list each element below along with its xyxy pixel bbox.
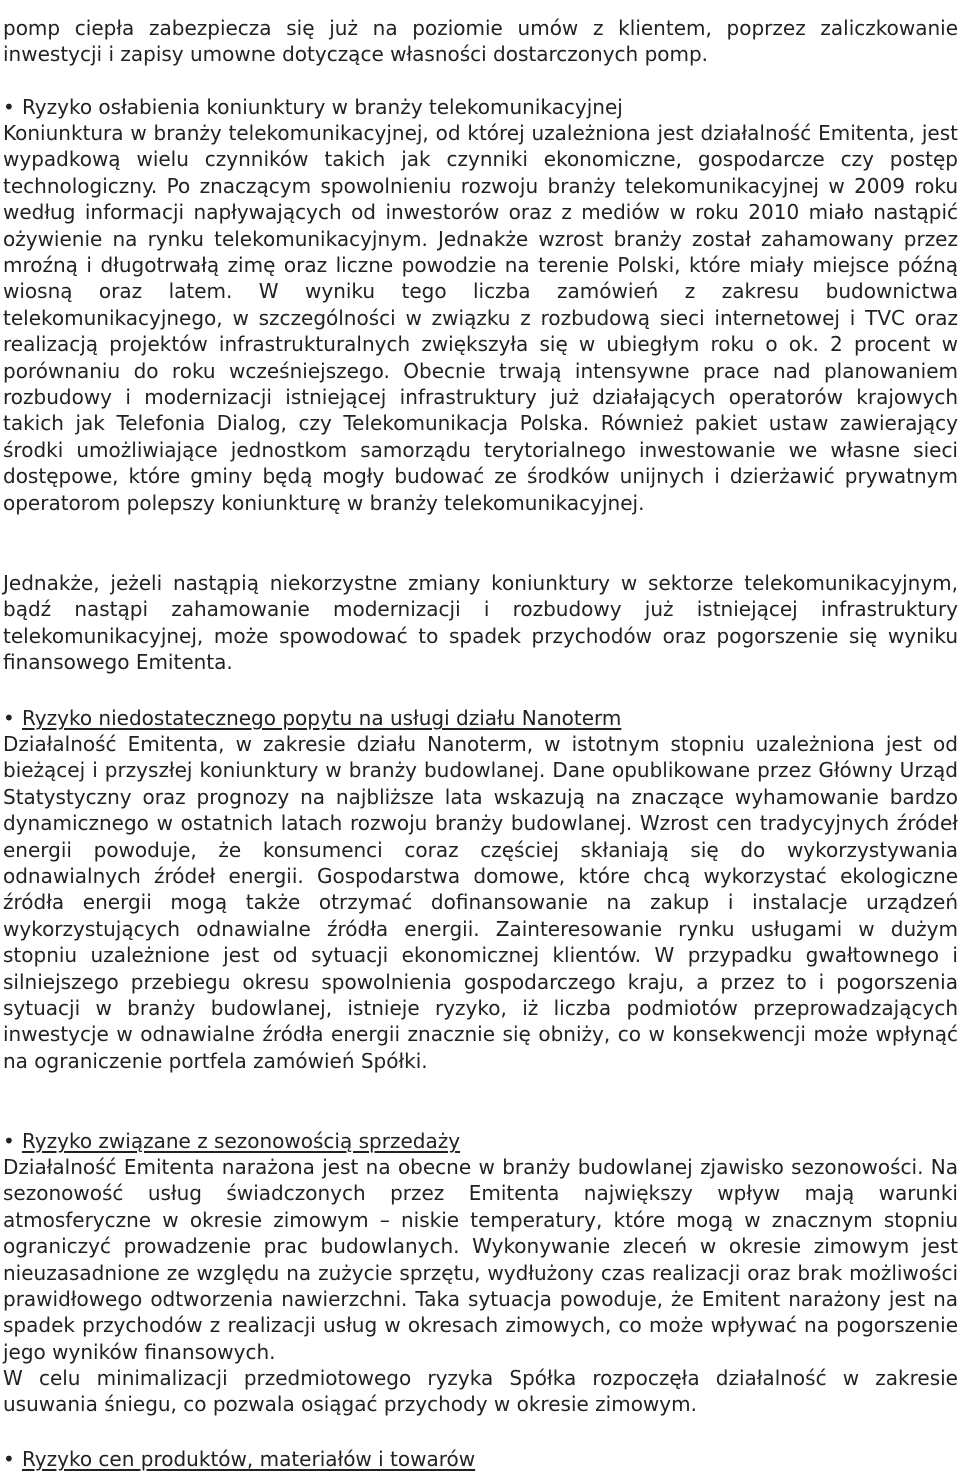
paragraph-seasonality-1: Działalność Emitenta narażona jest na obecne w branży budowlanej zjawisko sezonowości. Na sezonowość usług świadczonych przez Emitenta największy wpływ mają warunki atmosferyczne w okresie zimowym – niskie temperatury, które mogą w znacznym stopniu ograniczyć prowadzenie prac budowlanych. Wykonywanie zleceń w okresie zimowym jest nieuzasadnione ze względu na zużycie sprzętu, wydłużony czas realizacji oraz brak możliwości prawidłowego odtworzenia nawierzchni. Taka sytuacja powoduje, że Emitent narażony jest na spadek przychodów z realizacji usług w okresach zimowych, co może wpływać na pogorszenie jego wyników finansowych. <box>3 1155 958 1364</box>
heading-text: Ryzyko niedostatecznego popytu na usługi działu Nanoterm <box>22 706 622 730</box>
paragraph-telecom-1: Koniunktura w branży telekomunikacyjnej, od której uzależniona jest działalność Emitenta, jest wypadkową wielu czynników takich jak czynniki ekonomiczne, gospodarcze czy postęp technologiczny. Po znaczącym spowolnieniu rozwoju branży telekomunikacyjnej w 2009 roku według informacji napływających od inwestorów oraz z mediów w roku 2010 miało nastąpić ożywienie na rynku telekomunikacyjnym. Jednakże wzrost branży został zahamowany przez mroźną i długotrwałą zimę oraz liczne powodzie na terenie Polski, które miały miejsce późną wiosną oraz latem. W wyniku tego liczba zamówień z zakresu budownictwa telekomunikacyjnego, w szczególności w związku z rozbudową sieci internetowej i TVC oraz realizacją projektów infrastrukturalnych zwiększyła się w ubiegłym roku o ok. 2 procent w porównaniu do roku wcześniejszego. Obecnie trwają intensywne prace nad planowaniem rozbudowy i modernizacji istniejącej infrastruktury już działających operatorów krajowych takich jak Telefonia Dialog, czy Telekomunikacja Polska. Również pakiet ustaw zawierający środki umożliwiające jednostkom samorządu terytorialnego inwestowanie we własne sieci dostępowe, które gminy będą mogły budować ze środków unijnych i dzierżawić prywatnym operatorom polepszy koniunkturę w branży telekomunikacyjnej. <box>3 121 958 515</box>
bullet-icon: • <box>3 706 15 730</box>
section-heading-prices <box>3 1446 958 1472</box>
heading-text: Ryzyko związane z sezonowością sprzedaży <box>22 1129 461 1153</box>
heading-text: Ryzyko osłabienia koniunktury w branży telekomunikacyjnej <box>22 95 623 119</box>
section-heading-seasonality <box>3 1128 958 1154</box>
bullet-icon: • <box>3 95 15 119</box>
bullet-icon: • <box>3 1129 15 1153</box>
section-heading-telecom <box>3 94 958 120</box>
section-heading-nanoterm <box>3 705 958 731</box>
heading-text: Ryzyko cen produktów, materiałów i towarów <box>22 1447 476 1471</box>
paragraph-continued: pomp ciepła zabezpiecza się już na poziomie umów z klientem, poprzez zaliczkowanie inwestycji i zapisy umowne dotyczące własności dostarczonych pomp. <box>3 16 958 67</box>
paragraph-nanoterm: Działalność Emitenta, w zakresie działu Nanoterm, w istotnym stopniu uzależniona jest od bieżącej i przyszłej koniunktury w branży budowlanej. Dane opublikowane przez Główny Urząd Statystyczny oraz prognozy na najbliższe lata wskazują na znaczące wyhamowanie bardzo dynamicznego w ostatnich latach rozwoju branży budowlanej. Wzrost cen tradycyjnych źródeł energii powoduje, że konsumenci coraz częściej skłaniają się do wykorzystywania odnawialnych źródeł energii. Gospodarstwa domowe, które chcą wykorzystać ekologiczne źródła energii mogą także otrzymać dofinansowanie na zakup i instalacje urządzeń wykorzystujących odnawialne źródła energii. Zainteresowanie rynku usługami w dużym stopniu uzależnione jest od sytuacji ekonomicznej klientów. W przypadku gwałtownego i silniejszego przebiegu okresu spowolnienia gospodarczego kraju, a przez to i pogorszenia sytuacji w branży budowlanej, istnieje ryzyko, iż liczba podmiotów przeprowadzających inwestycje w odnawialne źródła energii znacznie się obniży, co w konsekwencji może wpłynąć na ograniczenie portfela zamówień Spółki. <box>3 732 958 1073</box>
paragraph-telecom-2: Jednakże, jeżeli nastąpią niekorzystne zmiany koniunktury w sektorze telekomunikacyjnym, bądź nastąpi zahamowanie modernizacji i rozbudowy już istniejącej infrastruktury telekomunikacyjnej, może spowodować to spadek przychodów oraz pogorszenie się wyniku finansowego Emitenta. <box>3 571 958 675</box>
bullet-icon: • <box>3 1447 15 1471</box>
paragraph-seasonality-2: W celu minimalizacji przedmiotowego ryzyka Spółka rozpoczęła działalność w zakresie usuwania śniegu, co pozwala osiągać przychody w okresie zimowym. <box>3 1366 958 1417</box>
